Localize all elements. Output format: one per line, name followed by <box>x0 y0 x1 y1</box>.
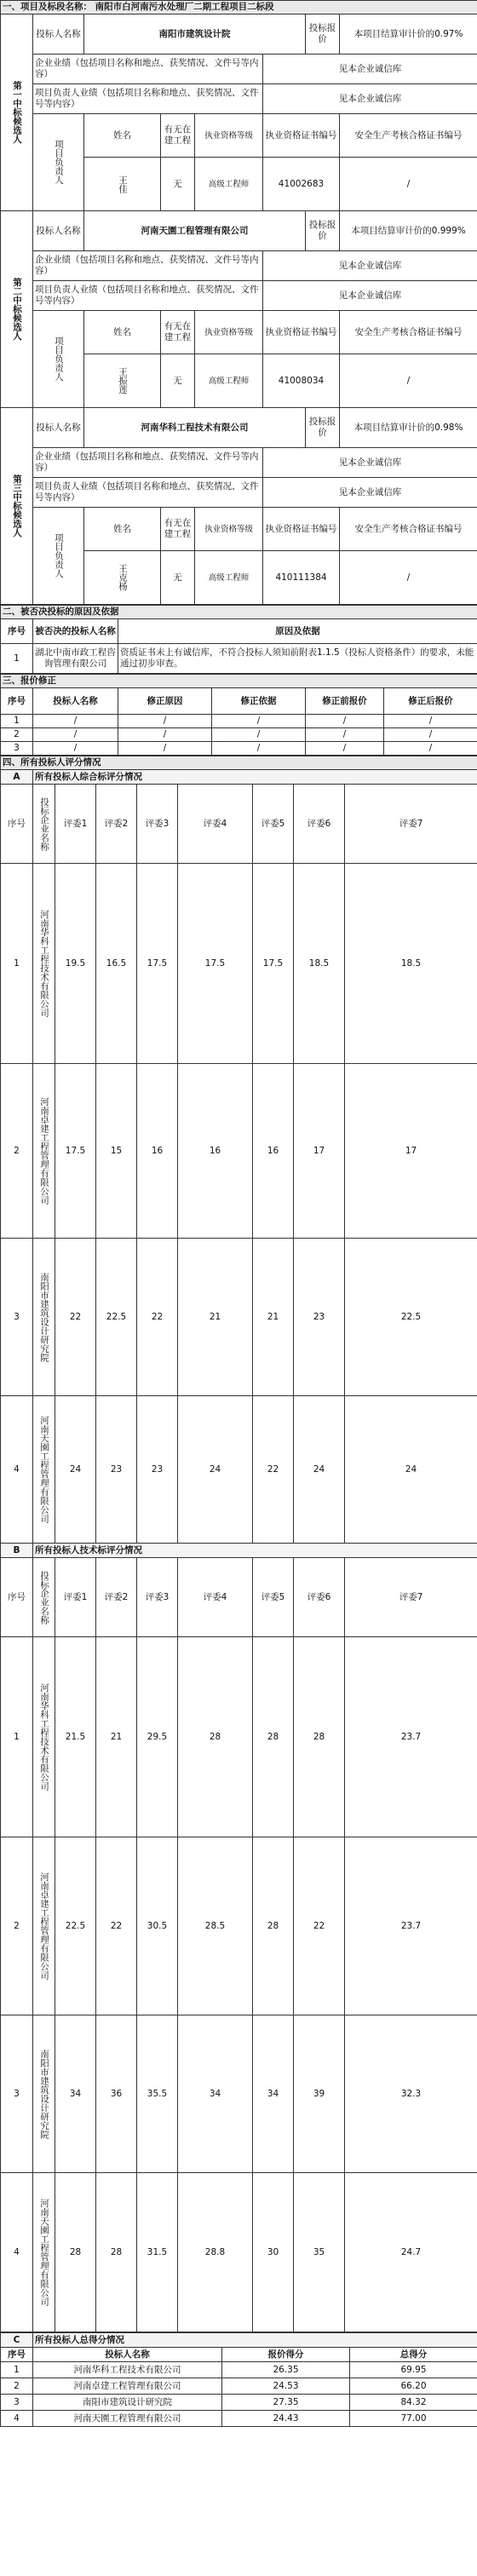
company-name-cell: 南阳市建筑设计研究院 <box>33 2015 55 2173</box>
correction-cell: / <box>118 715 212 728</box>
score-header-6: 评委5 <box>253 1558 294 1637</box>
score-cell: 24 <box>178 1396 253 1544</box>
manager-cert-number: 410111384 <box>263 551 340 605</box>
score-header-8: 评委7 <box>345 785 477 864</box>
rejected-cell: 1 <box>1 644 33 674</box>
table-letter: A <box>1 770 33 785</box>
score-cell: 28 <box>253 1837 294 2015</box>
score-header-0: 序号 <box>1 785 33 864</box>
col-header-qualification: 执业资格等级 <box>195 114 263 158</box>
score-cell: 28 <box>96 2173 137 2332</box>
manager-performance-value: 见本企业诚信库 <box>263 281 477 311</box>
correction-header-3: 修正依据 <box>212 688 306 715</box>
table-row <box>1 1064 477 1239</box>
score-cell: 21 <box>178 1239 253 1396</box>
manager-performance-label: 项目负责人业绩（包括项目名称和地点、获奖情况、文件号等内容） <box>33 84 263 114</box>
col-header-cert-number: 执业资格证书编号 <box>263 508 340 551</box>
rejected-cell: 资质证书未上有诚信库，不符合投标人须知前附表1.1.5（投标人资格条件）的要求，未能通过初步审查。 <box>118 644 477 674</box>
score-header-5: 评委4 <box>178 785 253 864</box>
table-title: 所有投标人技术标评分情况 <box>33 1544 477 1558</box>
bid-price-value: 本项目结算审计价的0.999% <box>340 211 477 251</box>
table-row <box>1 1637 477 1837</box>
score-header-2: 评委1 <box>55 785 96 864</box>
company-performance-label: 企业业绩（包括项目名称和地点、获奖情况、文件号等内容） <box>33 448 263 478</box>
score-cell: 21 <box>253 1239 294 1396</box>
company-performance-value: 见本企业诚信库 <box>263 448 477 478</box>
manager-performance-label: 项目负责人业绩（包括项目名称和地点、获奖情况、文件号等内容） <box>33 281 263 311</box>
table-title: 所有投标人综合标评分情况 <box>33 770 477 785</box>
score-cell: 16 <box>253 1064 294 1239</box>
manager-label: 项目负责人 <box>33 311 84 408</box>
correction-header-4: 修正前报价 <box>306 688 384 715</box>
total-cell: 南阳市建筑设计研究院 <box>33 2395 222 2411</box>
table-letter: B <box>1 1544 33 1558</box>
correction-header-0: 序号 <box>1 688 33 715</box>
score-cell: 17 <box>294 1064 345 1239</box>
bidder-name-value: 南阳市建筑设计院 <box>84 14 306 55</box>
col-header-ongoing-project: 有无在建工程 <box>161 114 195 158</box>
rejected-header-1: 被否决的投标人名称 <box>33 619 118 644</box>
correction-cell: / <box>306 742 384 756</box>
table-row <box>1 1239 477 1396</box>
score-cell: 16 <box>137 1064 178 1239</box>
manager-cert-number: 41008034 <box>263 354 340 408</box>
col-header-name: 姓名 <box>84 508 161 551</box>
table-row <box>1 2362 477 2378</box>
score-cell: 15 <box>96 1064 137 1239</box>
section1-heading-label: 一、项目及标段名称： <box>3 2 92 12</box>
company-name-cell: 河南天園工程管理有限公司 <box>33 2173 55 2332</box>
manager-ongoing-project: 无 <box>161 158 195 211</box>
score-cell: 22 <box>137 1239 178 1396</box>
total-header-3: 总得分 <box>350 2348 477 2362</box>
manager-performance-label: 项目负责人业绩（包括项目名称和地点、获奖情况、文件号等内容） <box>33 478 263 508</box>
score-cell: 28 <box>253 1637 294 1837</box>
score-cell: 3 <box>1 1239 33 1396</box>
score-cell: 23.7 <box>345 1837 477 2015</box>
total-cell: 1 <box>1 2362 33 2378</box>
section3-heading: 三、报价修正 <box>1 675 477 688</box>
score-header-4: 评委3 <box>137 1558 178 1637</box>
bidder-name-label: 投标人名称 <box>33 408 84 448</box>
correction-cell: / <box>212 742 306 756</box>
candidate-rank-label: 第二中标候选人 <box>1 211 33 408</box>
candidate-rank-label: 第一中标候选人 <box>1 14 33 211</box>
rejected-cell: 湖北中南市政工程咨询管理有限公司 <box>33 644 118 674</box>
candidates-table <box>0 0 477 605</box>
total-cell: 66.20 <box>350 2378 477 2395</box>
manager-performance-value: 见本企业诚信库 <box>263 84 477 114</box>
total-cell: 河南天園工程管理有限公司 <box>33 2411 222 2427</box>
correction-cell: / <box>118 742 212 756</box>
score-cell: 21.5 <box>55 1637 96 1837</box>
total-header-1: 投标人名称 <box>33 2348 222 2362</box>
company-performance-value: 见本企业诚信库 <box>263 55 477 84</box>
correction-cell: / <box>212 715 306 728</box>
correction-cell: / <box>33 742 118 756</box>
score-cell: 35 <box>294 2173 345 2332</box>
table-row <box>1 728 477 742</box>
score-header-8: 评委7 <box>345 1558 477 1637</box>
total-cell: 24.43 <box>222 2411 350 2427</box>
scoring-table <box>0 756 477 2332</box>
section4-heading: 四、所有投标人评分情况 <box>1 756 477 770</box>
score-cell: 35.5 <box>137 2015 178 2173</box>
table-row <box>1 2015 477 2173</box>
score-cell: 23 <box>137 1396 178 1544</box>
table-title: 所有投标人总得分情况 <box>33 2333 477 2348</box>
score-header-1: 投标企业名称 <box>33 785 55 864</box>
score-cell: 31.5 <box>137 2173 178 2332</box>
col-header-safety-cert: 安全生产考核合格证书编号 <box>340 114 477 158</box>
correction-cell: 1 <box>1 715 33 728</box>
rejected-bids-table <box>0 605 477 674</box>
score-cell: 24 <box>55 1396 96 1544</box>
score-cell: 23 <box>96 1396 137 1544</box>
score-cell: 23 <box>294 1239 345 1396</box>
table-row <box>1 1837 477 2015</box>
col-header-name: 姓名 <box>84 114 161 158</box>
score-cell: 4 <box>1 1396 33 1544</box>
score-cell: 29.5 <box>137 1637 178 1837</box>
correction-cell: / <box>306 728 384 742</box>
score-cell: 28.8 <box>178 2173 253 2332</box>
total-cell: 27.35 <box>222 2395 350 2411</box>
score-cell: 28.5 <box>178 1837 253 2015</box>
correction-header-5: 修正后报价 <box>384 688 477 715</box>
rejected-header-0: 序号 <box>1 619 33 644</box>
manager-ongoing-project: 无 <box>161 354 195 408</box>
manager-qualification: 高级工程师 <box>195 551 263 605</box>
bidder-name-label: 投标人名称 <box>33 14 84 55</box>
col-header-qualification: 执业资格等级 <box>195 508 263 551</box>
correction-cell: / <box>118 728 212 742</box>
score-cell: 39 <box>294 2015 345 2173</box>
score-cell: 17.5 <box>55 1064 96 1239</box>
total-cell: 河南华科工程技术有限公司 <box>33 2362 222 2378</box>
correction-cell: / <box>384 742 477 756</box>
bidder-name-value: 河南华科工程技术有限公司 <box>84 408 306 448</box>
company-name-cell: 南阳市建筑设计研究院 <box>33 1239 55 1396</box>
total-header-0: 序号 <box>1 2348 33 2362</box>
total-cell: 4 <box>1 2411 33 2427</box>
score-header-7: 评委6 <box>294 785 345 864</box>
score-cell: 18.5 <box>294 864 345 1064</box>
total-cell: 河南卓建工程管理有限公司 <box>33 2378 222 2395</box>
manager-safety-cert: / <box>340 354 477 408</box>
correction-header-1: 投标人名称 <box>33 688 118 715</box>
manager-qualification: 高级工程师 <box>195 354 263 408</box>
correction-cell: / <box>33 715 118 728</box>
company-name-cell: 河南华科工程技术有限公司 <box>33 864 55 1064</box>
company-name-cell: 河南卓建工程管理有限公司 <box>33 1837 55 2015</box>
score-cell: 24.7 <box>345 2173 477 2332</box>
score-header-1: 投标企业名称 <box>33 1558 55 1637</box>
score-cell: 2 <box>1 1837 33 2015</box>
score-cell: 1 <box>1 864 33 1064</box>
manager-label: 项目负责人 <box>33 508 84 605</box>
score-cell: 17.5 <box>253 864 294 1064</box>
score-header-3: 评委2 <box>96 1558 137 1637</box>
score-cell: 34 <box>178 2015 253 2173</box>
score-header-4: 评委3 <box>137 785 178 864</box>
table-row <box>1 1396 477 1544</box>
manager-name: 王振莲 <box>84 354 161 408</box>
table-row <box>1 2173 477 2332</box>
col-header-ongoing-project: 有无在建工程 <box>161 508 195 551</box>
bidder-name-label: 投标人名称 <box>33 211 84 251</box>
score-cell: 17.5 <box>137 864 178 1064</box>
manager-label: 项目负责人 <box>33 114 84 211</box>
table-row <box>1 2378 477 2395</box>
col-header-safety-cert: 安全生产考核合格证书编号 <box>340 508 477 551</box>
score-cell: 28 <box>178 1637 253 1837</box>
correction-cell: / <box>384 715 477 728</box>
correction-cell: 3 <box>1 742 33 756</box>
score-cell: 22 <box>253 1396 294 1544</box>
score-cell: 1 <box>1 1637 33 1837</box>
score-cell: 18.5 <box>345 864 477 1064</box>
table-row <box>1 644 477 674</box>
score-cell: 16 <box>178 1064 253 1239</box>
score-cell: 34 <box>253 2015 294 2173</box>
company-name-cell: 河南卓建工程管理有限公司 <box>33 1064 55 1239</box>
total-score-table <box>0 2332 477 2427</box>
table-letter: C <box>1 2333 33 2348</box>
total-cell: 24.53 <box>222 2378 350 2395</box>
correction-cell: / <box>212 728 306 742</box>
correction-cell: / <box>306 715 384 728</box>
score-cell: 24 <box>345 1396 477 1544</box>
table-row <box>1 742 477 756</box>
candidate-rank-label: 第三中标候选人 <box>1 408 33 605</box>
manager-ongoing-project: 无 <box>161 551 195 605</box>
score-header-5: 评委4 <box>178 1558 253 1637</box>
company-performance-value: 见本企业诚信库 <box>263 251 477 281</box>
col-header-cert-number: 执业资格证书编号 <box>263 114 340 158</box>
score-cell: 22 <box>55 1239 96 1396</box>
score-cell: 16.5 <box>96 864 137 1064</box>
correction-header-2: 修正原因 <box>118 688 212 715</box>
score-header-2: 评委1 <box>55 1558 96 1637</box>
table-row <box>1 715 477 728</box>
bid-price-label: 投标报价 <box>306 408 340 448</box>
score-header-0: 序号 <box>1 1558 33 1637</box>
company-name-cell: 河南华科工程技术有限公司 <box>33 1637 55 1837</box>
score-cell: 22.5 <box>96 1239 137 1396</box>
manager-safety-cert: / <box>340 158 477 211</box>
score-cell: 24 <box>294 1396 345 1544</box>
col-header-ongoing-project: 有无在建工程 <box>161 311 195 354</box>
score-cell: 22 <box>96 1837 137 2015</box>
score-cell: 4 <box>1 2173 33 2332</box>
bidder-name-value: 河南天園工程管理有限公司 <box>84 211 306 251</box>
correction-cell: 2 <box>1 728 33 742</box>
table-row <box>1 864 477 1064</box>
score-cell: 30.5 <box>137 1837 178 2015</box>
bid-price-label: 投标报价 <box>306 211 340 251</box>
table-row <box>1 2395 477 2411</box>
score-cell: 36 <box>96 2015 137 2173</box>
manager-name: 王克杨 <box>84 551 161 605</box>
score-cell: 17 <box>345 1064 477 1239</box>
col-header-name: 姓名 <box>84 311 161 354</box>
score-cell: 30 <box>253 2173 294 2332</box>
score-cell: 22 <box>294 1837 345 2015</box>
score-header-6: 评委5 <box>253 785 294 864</box>
score-cell: 21 <box>96 1637 137 1837</box>
section1-heading <box>1 1 477 14</box>
correction-cell: / <box>384 728 477 742</box>
manager-safety-cert: / <box>340 551 477 605</box>
col-header-qualification: 执业资格等级 <box>195 311 263 354</box>
total-cell: 84.32 <box>350 2395 477 2411</box>
score-cell: 2 <box>1 1064 33 1239</box>
manager-cert-number: 41002683 <box>263 158 340 211</box>
score-cell: 28 <box>294 1637 345 1837</box>
score-cell: 19.5 <box>55 864 96 1064</box>
manager-performance-value: 见本企业诚信库 <box>263 478 477 508</box>
manager-name: 王佳 <box>84 158 161 211</box>
score-cell: 34 <box>55 2015 96 2173</box>
table-row <box>1 2411 477 2427</box>
score-cell: 23.7 <box>345 1637 477 1837</box>
total-cell: 3 <box>1 2395 33 2411</box>
score-header-7: 评委6 <box>294 1558 345 1637</box>
bid-price-value: 本项目结算审计价的0.98% <box>340 408 477 448</box>
score-cell: 3 <box>1 2015 33 2173</box>
total-cell: 77.00 <box>350 2411 477 2427</box>
col-header-cert-number: 执业资格证书编号 <box>263 311 340 354</box>
section2-heading: 二、被否决投标的原因及依据 <box>1 606 477 619</box>
score-cell: 22.5 <box>345 1239 477 1396</box>
total-cell: 69.95 <box>350 2362 477 2378</box>
section1-heading-value: 南阳市白河南污水处理厂二期工程项目二标段 <box>95 2 274 12</box>
total-cell: 2 <box>1 2378 33 2395</box>
company-performance-label: 企业业绩（包括项目名称和地点、获奖情况、文件号等内容） <box>33 251 263 281</box>
bid-price-value: 本项目结算审计价的0.97% <box>340 14 477 55</box>
col-header-safety-cert: 安全生产考核合格证书编号 <box>340 311 477 354</box>
total-header-2: 报价得分 <box>222 2348 350 2362</box>
correction-cell: / <box>33 728 118 742</box>
score-cell: 28 <box>55 2173 96 2332</box>
total-cell: 26.35 <box>222 2362 350 2378</box>
score-header-3: 评委2 <box>96 785 137 864</box>
rejected-header-2: 原因及依据 <box>118 619 477 644</box>
manager-qualification: 高级工程师 <box>195 158 263 211</box>
price-correction-table <box>0 674 477 756</box>
score-cell: 32.3 <box>345 2015 477 2173</box>
score-cell: 17.5 <box>178 864 253 1064</box>
bid-price-label: 投标报价 <box>306 14 340 55</box>
company-name-cell: 河南天園工程管理有限公司 <box>33 1396 55 1544</box>
company-performance-label: 企业业绩（包括项目名称和地点、获奖情况、文件号等内容） <box>33 55 263 84</box>
score-cell: 22.5 <box>55 1837 96 2015</box>
